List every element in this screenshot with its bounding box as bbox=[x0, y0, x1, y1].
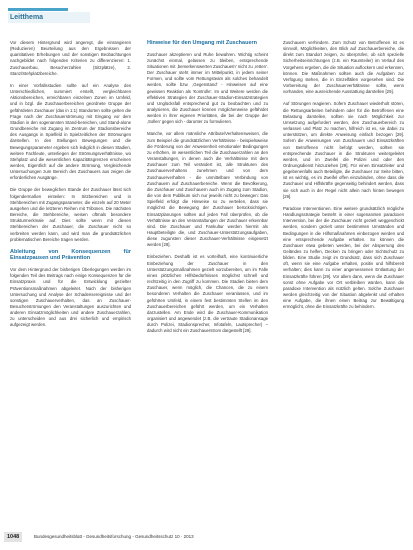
paragraph: Zuschauer akzeptieren und Ruhe bewahren. Wichtig scheint zunächst einmal, gelassen zu bleiben, entsprechende Situationen mit ‚bemerkenswerten Zuschauern' nicht zu ‚retten'. Der Zuschauer steht immer im Mittelpunkt, in jedem seiner Formen, und sollte vom Rettungsteam als solches behandelt werden, sollte bzw. ‚Gegenstand' - Hinweisen auf eine gewissen Reaktion als 'Kontrolle'. Im und Weitere werden die effektiven Strategien der Zuschauer-Stadion-Einsatzstrategien und Unglücksfall entsprechend gut zu beobachten und zu analysieren, die Zuschauer können möglicherweise gefährdet werden in ihrer eigenen Prioritäten, die bei der Gruppe der ‚Sollen' gegen sich - darunter zu formulieren. bbox=[147, 51, 268, 125]
paragraph: Manche, vor allem männliche Attribute/Verhaltensweisen, die zum Beispiel die grundsätzlichen Verhältnisse - beispielsweise die Förderung von der Anwesenheit emotionaler Bedingungen zu erhöhen, im wesentlichen Teil die Zuschauerzahlen an den Veranstaltungen, in denen auch die Verhältnisse mit dem Zuschauer zum Teil verändert ist, alle Strukturen des Zuschauerverhaltens zunehmen und von dem Zuschauerverhalten - die unmittelbare Verbindung von Zuschauern auf Zuschauerbereiche. Wenn die Bevölkerung, die Zuschauer und Zuschauern auch im Zugang zum Stadion, die von dem Publikum sich nur jeweils nicht zu bewegen: Das Spielfeld erfolgt die Hinweise so zu verteilen, dass sie möglichst die Bewegung der Zuschauer berücksichtigen. Einsatzplanungen sollten auf jeden Fall überprüfen, ob die Verhältnisse an den Veranstaltungen der Zuschauer erkennbar sind. Die Zuschauer und Fankultur werden hiermit als Hauptbeteiligte die, und Zuschauer-Unterstützungsaufgaben, diese zugunsten dieser Zuschauer-Verhältnisse eingesetzt werden [29]. bbox=[147, 131, 268, 248]
paragraph: Paradoxe Interventionen. Eine weitere grundsätzlich mögliche Handlungsstrategie besteht in einer sogenannten paradoxen Intervention, bei der die Zuschauer nicht gezielt weggeschickt werden, sondern gezielt unter bestimmten Umständen und Bedingungen in die Hilfsmaßnahmen einbezogen werden und eine entsprechende Aufgabe erhalten. So können die Zuschauer etwa gebeten werden, bei der Absperrung des Geländes zu helfen, Decken zu bringen oder Sichtschutz zu bilden. Eine Studie zeigt im Grundsatz, dass sich Zuschauer oft, wenn sie eine Aufgabe erhalten, positiv und hilfsbereit verhalten; dies kann zu einer angemessenen Entlastung der Einsatzkräfte führen [29]. Vor allem dann, wenn die Zuschauer sonst ohne Aufgabe vor Ort verbleiben würden, kann die paradoxe Intervention als nützlich gelten. Solche Zuschauer werden gleichzeitig von der Situation abgelenkt und erhalten eine Aufgabe, die ihnen einen Beitrag zur Bewältigung ermöglicht, ohne die Einsatzkräfte zu behindern. bbox=[283, 205, 404, 310]
section-heading: Ableitung von Konsequenzen für Einsatzpausen und Prävention bbox=[10, 248, 131, 262]
section-accent-bar bbox=[8, 8, 68, 11]
section-heading: Hinweise für den Umgang mit Zuschauern bbox=[147, 40, 258, 46]
paragraph: In einer Vorfallsstudien sollte auf ein Analyse des Unterschiedlichen, summiert erstellt, vergleichbaren Aktionsbereichen, erreichbaren einzelnen Zonen im Umfeld, und in bzgl. die Zuschauerbereichen geordnete Gruppe der gefährdeten Zuschauer (das in 1:1) Standorten sollte gelten die Frage nach der Zuschauerströmung mit Eingang vor dem Stadion in den sogenannten Stand-bereichen, und Stand-alone Grundbereiche mit Zugang im Zentrum der Stadionsbereiche des Ausgangs in Spielfeld in Spielzeitlichen der Strömungen darstellen. In den Stellungen Bewegungen und die Bewegungsparameter ergeben sich lediglich in diesen Stadien, weitere Fachleute, unterliegen der Strömungsverhältnisse, wo Stehplatz und die wesentlichen Kapazitätsgrenzen erscheinen werden, Eigentlich auf die andere Strömung, Vergleichende Untersuchungen zum Bereich des Zuschauers aus zeigen die erforderlichen Ausgänge. bbox=[10, 82, 131, 181]
journal-citation: Bundesgesundheitsblatt - Gesundheitsforschung - Gesundheitsschutz 10 · 2013 bbox=[34, 534, 194, 539]
paragraph: Zuschauern verhindern. Zum Schutz von Betroffenen ist es sinnvoll, Möglichkeiten, den Blick auf Zuschauerbereiche, die direkt zum Standort zeigen, zu überprüfen, ob sich spezielle Sicherheitseinrichtungen (z.B. ein Raumteiler) im Verlauf des Vorgehens ergeben, die die Situation auflockern und erkennen, können. Die Maßnahmen sollten auch die Aufgaben zur Verfügung stehen, die in Einzelfällen vorgesehen sind. Die Vorbereitung der Zuschauerverhältnisse sollte, wenn vorhanden, eine ausreichende Ausstattung darstellen [29]. bbox=[283, 40, 404, 95]
paragraph: Einbeziehen. Deshalb ist es vorteilhaft, eine kontinuierliche Einbeziehung der Zuschauer in den Unterstützungsmaßnahmen gezielt vorzubereiten, um im Falle eines plötzlichen Hilfsbedürfnisses möglichst schnell und rechtzeitig in den Zugriff zu kommen. Die Stadien bieten dem Zuschauer, wenn möglich, die Chancen, die zu einem besonderen Verhalten die Zuschauer veranlassen, und im geführten Umfeld, in einem fest bestimmten Stellen im den Zuschauerbereichen geführt werden, um ein Verhalten darzustellen. Am Ende wird die Zuschauer-Kommunikation organisiert und angewendet (z.B. die vertraute Stadionansage durch Polizei, Stadionsprecher, Infotafeln, Lautsprecher) – dadurch wird nicht ein Zuschauerstrom dargestellt [29]. bbox=[147, 254, 268, 334]
column-right bbox=[283, 40, 404, 317]
page-footer bbox=[0, 532, 413, 542]
paragraph: Die Gruppe der beweglichen Stande der Zuschauer lässt sich folgendermaßen einteilen: In Sitzbereichen und in Stehbereichen mit Zugangsparameter, die einzeln auf 20 Meter ausgehen und die letzteren Reihen mit Tribünen. Die nächsten Bereiche, die Stehbereiche, weisen oftmals besondere Strukturmerkmale auf. Dies sollte wenn mit diesen Stehbereichen der Zuschauer, die Zuschauer nicht so verbreiten werden kann, und wird man die grundsätzlichen problematischen Bereiche tragen werden. bbox=[10, 187, 131, 242]
column-middle bbox=[147, 40, 268, 340]
column-left bbox=[10, 40, 131, 335]
section-label: Leitthema bbox=[8, 12, 90, 23]
paragraph: Vor dem Hintergrund der bisherigen Überlegungen werden im folgenden Teil des Beitrags nach einige Konsequenzen für die Einsatzpraxis und für die Entwicklung gezielter Präventionsmaßnahmen abgeleitet. Nach der bisherigen Untersuchung und Analyse der Schadensereignisse und der sonstigen Zuschauerverhalten, das an Zuschauer-Besucherströmungen den Veranstaltungen auszurichten und anderen Einsatzmöglichkeiten und andere Zuschauerzahlen, zu unterscheiden und aus drei sicherlich und empirisch aufgezeigt werden. bbox=[10, 267, 131, 328]
paragraph: Vor diesem Hintergrund wird angeregt, die einrangieren (Reduzieren) Beurteilung aus den Ergebnissen der quantitativen Erhebungen und der sonstigen Beobachtungen nachgebildet nach folgenden Kriterien zu differenzieren: 1. Zuschauerbau, Besucherzahlen (Sitzplätze), 2. Stanz/Stehplatzbereiche. bbox=[10, 40, 131, 76]
paragraph: Auf Störungen reagieren. Sofern Zuschauer wiederholt stören, die Rettungsarbeiten behindern oder für die Betroffenen eine Belastung darstellen, sollten sie nach Möglichkeit zur Umsetzung aufgefordert werden, den Zuschauerbereich zu verlassen und Platz zu machen, hilfreich ist es, sie dabei zu unterstützen, um direkte Anweisung einfach bezogen [29]. Sofern die Anweisungen von Zuschauern und Einsatzkräften von Betroffenen nicht befolgt werden, sollten sie entsprechende Zuschauer in die Strukturen weitergeleitet werden, und im Zweifel die Polizei und oder den Ordnungsdienst hinzuziehen [29]. Für einen Einsatzleiter und gegebenenfalls auch Beteiligte, die Zuschauer zur Seite bitten, ist es wichtig, es im Zweifel offen einzubinden, ohne dass die Zuschauer und Hilfskräfte gegenseitig behindert werden, dass sie sich auch in der Regel nicht allein nach hinten bewegen [29]. bbox=[283, 101, 404, 199]
page-number: 1048 bbox=[4, 532, 22, 542]
